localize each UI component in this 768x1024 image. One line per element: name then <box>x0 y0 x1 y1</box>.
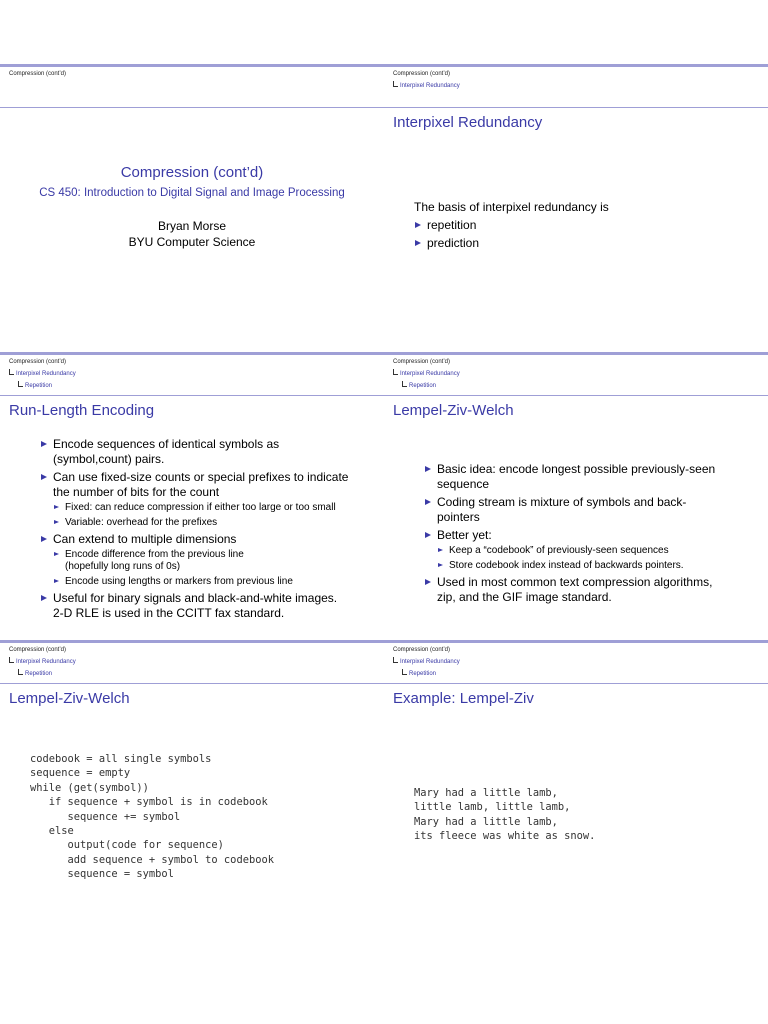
header-subsection-label: Repetition <box>409 671 437 677</box>
header-section-label: Interpixel Redundancy <box>16 371 76 377</box>
bullet-list <box>40 437 350 621</box>
sub-list-item: Encode using lengths or markers from previous line <box>53 576 350 588</box>
list-item: Coding stream is mixture of symbols and back-pointers <box>424 495 729 525</box>
code-line: while (get(symbol)) <box>30 781 149 794</box>
slide-interpixel-redundancy <box>384 64 768 352</box>
header-section <box>393 80 460 92</box>
example-text-block <box>414 786 595 844</box>
pseudocode-block <box>30 752 274 882</box>
code-line: output(code for sequence) <box>30 839 224 852</box>
slide-body <box>40 437 350 624</box>
bullet-list <box>424 462 729 605</box>
sub-list-item: Store codebook index instead of backwards pointers. <box>437 560 729 572</box>
example-line: little lamb, little lamb, <box>414 801 571 814</box>
code-line: else <box>30 825 74 838</box>
code-line: sequence = symbol <box>30 868 174 881</box>
frame-title: Lempel-Ziv-Welch <box>9 690 130 707</box>
slide-header <box>0 355 384 387</box>
sub-list-item <box>53 549 350 573</box>
example-line: its fleece was white as snow. <box>414 830 596 843</box>
slide-header <box>384 67 768 99</box>
frame-title: Interpixel Redundancy <box>393 114 543 131</box>
slide-header <box>0 643 384 675</box>
list-item-line: 2-D RLE is used in the CCITT fax standard. <box>53 606 285 620</box>
tree-branch-icon <box>9 369 14 375</box>
sub-list-item: Variable: overhead for the prefixes <box>53 517 350 529</box>
header-subsection <box>18 668 52 680</box>
tree-branch-icon <box>393 369 398 375</box>
slide-run-length-encoding <box>0 352 384 640</box>
header-section-label: Interpixel Redundancy <box>400 371 460 377</box>
example-line: Mary had a little lamb, <box>414 815 558 828</box>
frame-title: Example: Lempel-Ziv <box>393 690 534 707</box>
frame-title: Lempel-Ziv-Welch <box>393 402 514 419</box>
list-item <box>40 532 350 588</box>
header-subsection-label: Repetition <box>25 671 53 677</box>
list-item: repetition <box>414 218 754 233</box>
sub-list <box>437 545 729 572</box>
slide-lz-example <box>384 640 768 928</box>
sub-list <box>53 549 350 588</box>
header-subsection <box>402 380 436 392</box>
sub-list-item: Keep a “codebook” of previously-seen sequences <box>437 545 729 557</box>
tree-branch-icon <box>402 381 407 387</box>
header-divider <box>384 395 768 396</box>
header-title: Compression (cont’d) <box>9 647 67 653</box>
sub-list-item-line: Encode difference from the previous line <box>65 549 244 560</box>
header-title: Compression (cont’d) <box>393 71 451 77</box>
header-section-label: Interpixel Redundancy <box>16 659 76 665</box>
sub-list <box>53 502 350 529</box>
slide-header <box>384 643 768 675</box>
tree-branch-icon <box>393 657 398 663</box>
code-line: if sequence + symbol is in codebook <box>30 796 268 809</box>
list-item-line: Useful for binary signals and black-and-white images. <box>53 591 338 605</box>
header-divider <box>0 107 384 108</box>
tree-branch-icon <box>9 657 14 663</box>
header-subsection <box>18 380 52 392</box>
header-title: Compression (cont’d) <box>9 359 67 365</box>
tree-branch-icon <box>393 81 398 87</box>
header-divider <box>0 683 384 684</box>
list-item <box>40 591 350 621</box>
tree-branch-icon <box>402 669 407 675</box>
list-item-text: Can extend to multiple dimensions <box>53 532 237 546</box>
author-affiliation: BYU Computer Science <box>128 235 256 249</box>
list-item: prediction <box>414 236 754 251</box>
sub-list-item: Fixed: can reduce compression if either too large or too small <box>53 502 350 514</box>
list-item: Used in most common text compression algorithms, zip, and the GIF image standard. <box>424 575 729 605</box>
slide-title <box>0 64 384 352</box>
title-block <box>0 164 384 249</box>
list-item <box>40 470 350 529</box>
header-divider <box>0 395 384 396</box>
code-line: sequence += symbol <box>30 810 181 823</box>
header-section-label: Interpixel Redundancy <box>400 83 460 89</box>
header-subsection-label: Repetition <box>25 383 53 389</box>
header-section <box>393 656 460 668</box>
header-subsection <box>402 668 436 680</box>
intro-text: The basis of interpixel redundancy is <box>414 200 609 214</box>
list-item: Encode sequences of identical symbols as (symbol,count) pairs. <box>40 437 350 467</box>
frame-title: Run-Length Encoding <box>9 402 155 419</box>
header-title: Compression (cont’d) <box>9 71 67 77</box>
slide-body <box>424 462 729 608</box>
code-line: add sequence + symbol to codebook <box>30 853 274 866</box>
header-divider <box>384 107 768 108</box>
header-title: Compression (cont’d) <box>393 359 451 365</box>
list-item <box>424 528 729 572</box>
header-title: Compression (cont’d) <box>393 647 451 653</box>
header-section <box>9 368 76 380</box>
header-section-label: Interpixel Redundancy <box>400 659 460 665</box>
example-line: Mary had a little lamb, <box>414 787 558 799</box>
slide-header <box>384 355 768 387</box>
tree-branch-icon <box>18 669 23 675</box>
course-name: CS 450: Introduction to Digital Signal and Image Processing <box>39 187 345 199</box>
header-section <box>393 368 460 380</box>
slide-lzw-overview <box>384 352 768 640</box>
header-divider <box>384 683 768 684</box>
slide-header <box>0 67 384 99</box>
tree-branch-icon <box>18 381 23 387</box>
slide-body <box>414 200 754 254</box>
code-line: codebook = all single symbols <box>30 753 212 765</box>
bullet-list <box>414 218 754 251</box>
list-item: Basic idea: encode longest possible previously-seen sequence <box>424 462 729 492</box>
author-name: Bryan Morse <box>157 219 227 233</box>
list-item-text: Can use fixed-size counts or special prefixes to indicate the number of bits for the count <box>53 470 349 499</box>
sub-list-item-line: (hopefully long runs of 0s) <box>65 561 181 572</box>
presentation-title: Compression (cont’d) <box>120 164 264 181</box>
list-item-text: Better yet: <box>437 528 492 542</box>
code-line: sequence = empty <box>30 767 131 780</box>
slide-lzw-algorithm <box>0 640 384 928</box>
header-subsection-label: Repetition <box>409 383 437 389</box>
header-section <box>9 656 76 668</box>
